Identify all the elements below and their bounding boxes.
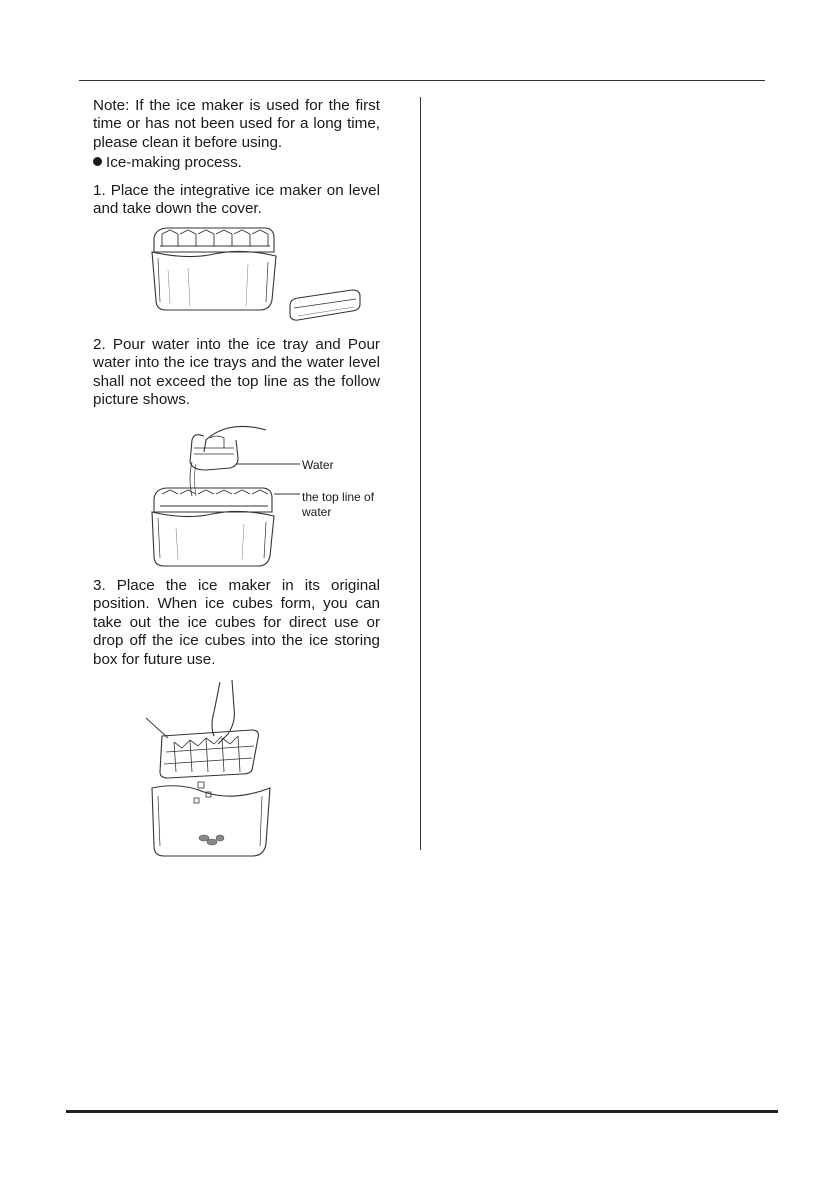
- step-2-block: [93, 336, 380, 410]
- label-water: Water: [302, 458, 334, 472]
- figure-ice-maker-cover: [148, 224, 363, 332]
- step-3-text: 3. Place the ice maker in its original position. When ice cubes form, you can take out the ice cubes for direct use or drop off the ice cubes into the ice storing box for future use.: [93, 577, 380, 668]
- ice-maker-cover-illustration: [148, 224, 363, 332]
- bullet-dot-icon: [93, 157, 102, 166]
- step-3-block: [93, 577, 380, 669]
- label-top-line-2: water: [302, 505, 332, 519]
- column-divider: [420, 97, 421, 850]
- footer-rule: [66, 1110, 778, 1113]
- section-title: [93, 154, 380, 172]
- callout-lines: [234, 456, 304, 496]
- step-1-block: [93, 182, 380, 219]
- section-title-block: [93, 154, 380, 172]
- section-title-text: Ice-making process.: [106, 154, 242, 171]
- label-top-line-1: the top line of: [302, 490, 375, 504]
- note-block: [93, 97, 380, 152]
- note-text: Note: If the ice maker is used for the first time or has not been used for a long time, please clean it before using.: [93, 97, 380, 151]
- header-rule: [79, 80, 765, 81]
- step-1-text: 1. Place the integrative ice maker on level and take down the cover.: [93, 182, 380, 218]
- step-2-text: 2. Pour water into the ice tray and Pour water into the ice trays and the water level shall not exceed the top line as the follow picture shows.: [93, 336, 380, 409]
- drop-ice-illustration: [144, 678, 280, 860]
- figure-drop-ice: [144, 678, 280, 860]
